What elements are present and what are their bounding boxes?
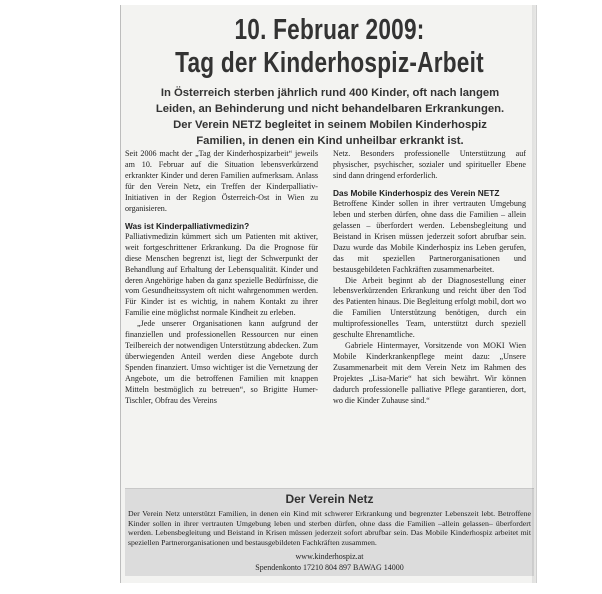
- section-heading: Das Mobile Kinderhospiz des Verein NETZ: [333, 187, 500, 198]
- section-heading: Was ist Kinderpalliativmedizin?: [125, 220, 250, 231]
- info-box: [125, 488, 534, 576]
- continued-paragraph: Netz. Besonders professionelle Unterstützung auf physischer, psychischer, sozialer und spiritueller Ebene sind dann dringend erforderlich.: [333, 149, 526, 180]
- quote-paragraph: „Jede unserer Organisationen kann aufgrund der finanziellen und professionellen Ressourcen nur einen Teilbereich der notwendigen Unterstützung abdecken. Zum überwiegenden Anteil werden diese Angebote durch Spenden finanziert. Umso wichtiger ist die Vernetzung der Angebote, um die betroffenen Familien mit knappen Mitteln bestmöglich zu betreuen“, so Brigitte Humer-Tischler, Obfrau des Vereins: [125, 319, 318, 406]
- body-paragraph: Palliativmedizin kümmert sich um Patienten mit aktiver, weit fortgeschrittener Erkrankung. Da die Prognose für diese Menschen begrenzt ist, liegt der Schwerpunkt der Behandlung auf Erhaltung der Lebensqualität. Kinder und deren Angehörige haben da ganz spezielle Bedürfnisse, die vom Gesundheitssystem oft nicht wahrgenommen werden. Für Kinder ist es wichtig, in nahem Kontakt zu ihrer Familie eine möglichst normale Kindheit zu erleben.: [125, 231, 318, 318]
- headline-title: Tag der Kinderhospiz-Arbeit: [175, 47, 484, 79]
- lead-line: Familien, in denen ein Kind unheilbar erkrankt ist.: [196, 135, 464, 147]
- lead-line: Leiden, an Behinderung und nicht behandelbaren Erkrankungen.: [155, 103, 505, 115]
- quote-paragraph: Gabriele Hintermayer, Vorsitzende von MOKI Wien Mobile Kinderkrankenpflege meint dazu: „Unsere Zusammenarbeit mit dem Verein Netz im Rahmen des Projektes „Lisa-Marie“ hat sich bewährt. Wir können dadurch professionelle palliative Pflege garantieren, dort, wo die Kinder Zuhause sind.“: [333, 341, 526, 406]
- newspaper-page: [120, 5, 537, 583]
- lead-paragraph: [135, 85, 525, 149]
- info-box-text: Der Verein Netz unterstützt Familien, in denen ein Kind mit schwerer Erkrankung und begrenzter Lebenszeit lebt. Betroffene Kinder sollen in ihrer vertrauten Umgebung leben und sterben dürfen, ohne dass die Familien –allein gelassen– überfordert werden. Lebensbegleitung und Beistand in Krisen müssen jederzeit sofort abrufbar sein. Das Mobile Kinderhospiz arbeitet mit speziellen Partnerorganisationen und bestausgebildeten Fachkräften zusammen.: [128, 509, 531, 547]
- donation-account: Spendenkonto 17210 804 897 BAWAG 14000: [255, 563, 404, 572]
- lead-line: In Österreich sterben jährlich rund 400 Kinder, oft nach langem: [160, 87, 500, 99]
- info-box-title: Der Verein Netz: [285, 492, 374, 506]
- body-paragraph: Betroffene Kinder sollen in ihrer vertrauten Umgebung leben und sterben dürfen, ohne dass die Familien – allein gelassen – überfordert werden. Lebensbegleitung und Beistand in Krisen müssen jederzeit sofort abrufbar sein. Dazu wurde das Mobile Kinderhospiz ins Leben gerufen, das mit speziellen Partnerorganisationen und bestausgebildeten Fachkräften zusammenarbeitet.: [333, 198, 526, 274]
- left-column: [125, 149, 318, 407]
- headline-date: 10. Februar 2009:: [234, 14, 425, 46]
- lead-line: Der Verein NETZ begleitet in seinem Mobilen Kinderhospiz: [173, 119, 487, 131]
- body-paragraph: Die Arbeit beginnt ab der Diagnosestellung einer lebensverkürzenden Erkrankung und reicht über den Tod des Patienten hinaus. Die Begleitung erfolgt mobil, dort wo die Familien Unterstützung benötigen, durch ein multiprofessionelles Team, unterstützt durch speziell geschulte Ehrenamtliche.: [333, 275, 526, 340]
- intro-paragraph: Seit 2006 macht der „Tag der Kinderhospizarbeit“ jeweils am 10. Februar auf die Situation lebensverkürzend erkrankter Kinder und deren Familien aufmerksam. Anlass für den Verein Netz, ein Treffen der Kinderpalliativ-Initiativen in der Region Österreich-Ost in Wien zu organisieren.: [125, 149, 318, 213]
- right-column: [333, 149, 526, 407]
- website-url: www.kinderhospiz.at: [295, 552, 364, 561]
